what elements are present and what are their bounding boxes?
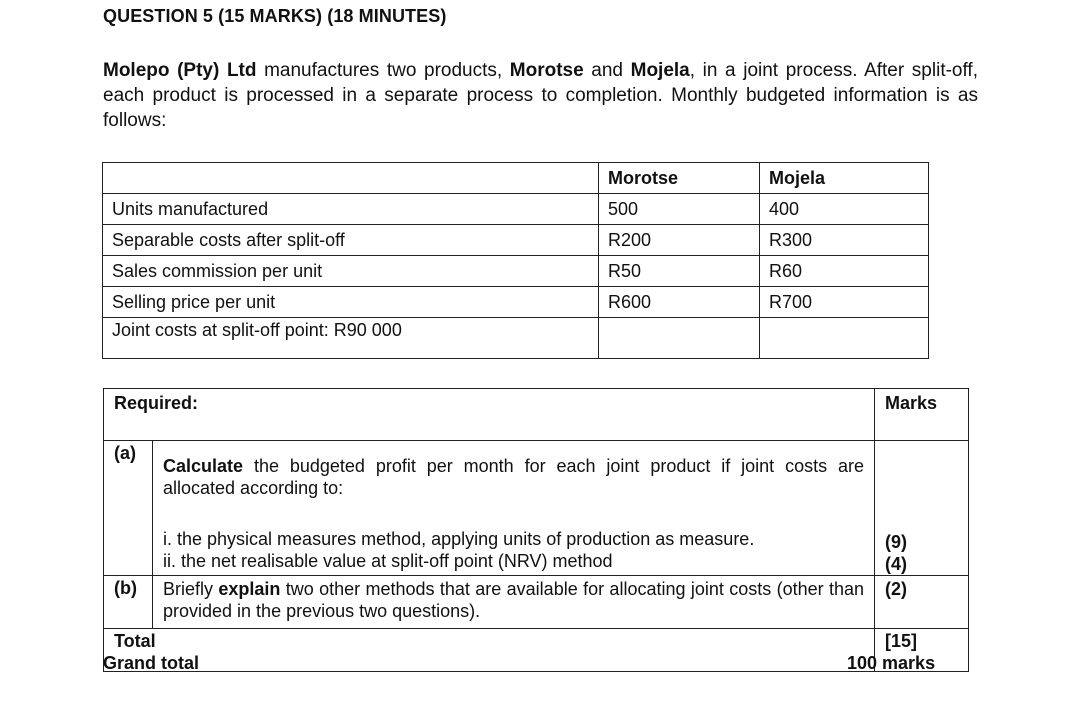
table-row xyxy=(103,256,929,287)
question-b-marks: (2) xyxy=(875,576,969,629)
row-value-mojela: 400 xyxy=(760,194,929,225)
row-value-morotse xyxy=(599,318,760,359)
row-label: Joint costs at split-off point: R90 000 xyxy=(103,318,599,359)
required-table xyxy=(103,388,969,672)
question-a-label: (a) xyxy=(104,441,153,576)
question-b-label: (b) xyxy=(104,576,153,629)
question-a-marks-1: (9) xyxy=(885,532,907,552)
question-b-verb: explain xyxy=(218,579,281,599)
table-row xyxy=(103,287,929,318)
row-label: Selling price per unit xyxy=(103,287,599,318)
question-heading: QUESTION 5 (15 MARKS) (18 MINUTES) xyxy=(103,6,447,26)
row-label: Sales commission per unit xyxy=(103,256,599,287)
row-value-morotse: 500 xyxy=(599,194,760,225)
row-value-mojela: R300 xyxy=(760,225,929,256)
company-name: Molepo (Pty) Ltd xyxy=(103,60,257,81)
question-a-verb: Calculate xyxy=(163,456,244,476)
total-row xyxy=(104,629,969,672)
row-value-morotse: R200 xyxy=(599,225,760,256)
intro-text-2: and xyxy=(583,60,631,81)
required-header-row xyxy=(104,389,969,441)
header-cell-morotse: Morotse xyxy=(599,163,760,194)
row-label: Separable costs after split-off xyxy=(103,225,599,256)
question-a-marks xyxy=(875,441,969,576)
row-value-mojela xyxy=(760,318,929,359)
intro-text-1: manufactures two products, xyxy=(256,60,510,81)
grand-total-value: 100 marks xyxy=(847,653,936,673)
table-row xyxy=(103,194,929,225)
intro-paragraph xyxy=(103,58,978,133)
intro-text-3: , in a joint process. After split-off, each product is processed in a separate process to completion. Monthly budgeted information is as follows: xyxy=(103,60,978,131)
grand-total-label: Grand total xyxy=(103,653,200,673)
row-value-mojela: R60 xyxy=(760,256,929,287)
product-name-2: Mojela xyxy=(630,60,690,81)
row-value-morotse: R600 xyxy=(599,287,760,318)
marks-header: Marks xyxy=(875,389,969,441)
row-value-mojela: R700 xyxy=(760,287,929,318)
table-row xyxy=(103,225,929,256)
total-marks: [15] xyxy=(875,629,969,672)
total-label: Total xyxy=(104,629,875,672)
header-cell-empty xyxy=(103,163,599,194)
row-value-morotse: R50 xyxy=(599,256,760,287)
question-b-prefix: Briefly xyxy=(163,579,219,599)
question-a-row xyxy=(104,441,969,576)
question-a-marks-2: (4) xyxy=(885,554,907,574)
question-b-description: two other methods that are available for allocating joint costs (other than provided in the previous two questions). xyxy=(163,579,864,621)
row-label: Units manufactured xyxy=(103,194,599,225)
question-a-text xyxy=(153,441,875,576)
required-title: Required: xyxy=(104,389,875,441)
table-row xyxy=(103,318,929,359)
question-a-item-1: i. the physical measures method, applying units of production as measure. xyxy=(163,529,755,549)
budget-info-table xyxy=(102,162,929,359)
question-b-text xyxy=(153,576,875,629)
question-b-row xyxy=(104,576,969,629)
question-a-item-2: ii. the net realisable value at split-off point (NRV) method xyxy=(163,551,613,571)
header-cell-mojela: Mojela xyxy=(760,163,929,194)
product-name-1: Morotse xyxy=(509,60,584,81)
question-a-description: the budgeted profit per month for each joint product if joint costs are allocated according to: xyxy=(163,456,864,498)
table-header-row xyxy=(103,163,929,194)
